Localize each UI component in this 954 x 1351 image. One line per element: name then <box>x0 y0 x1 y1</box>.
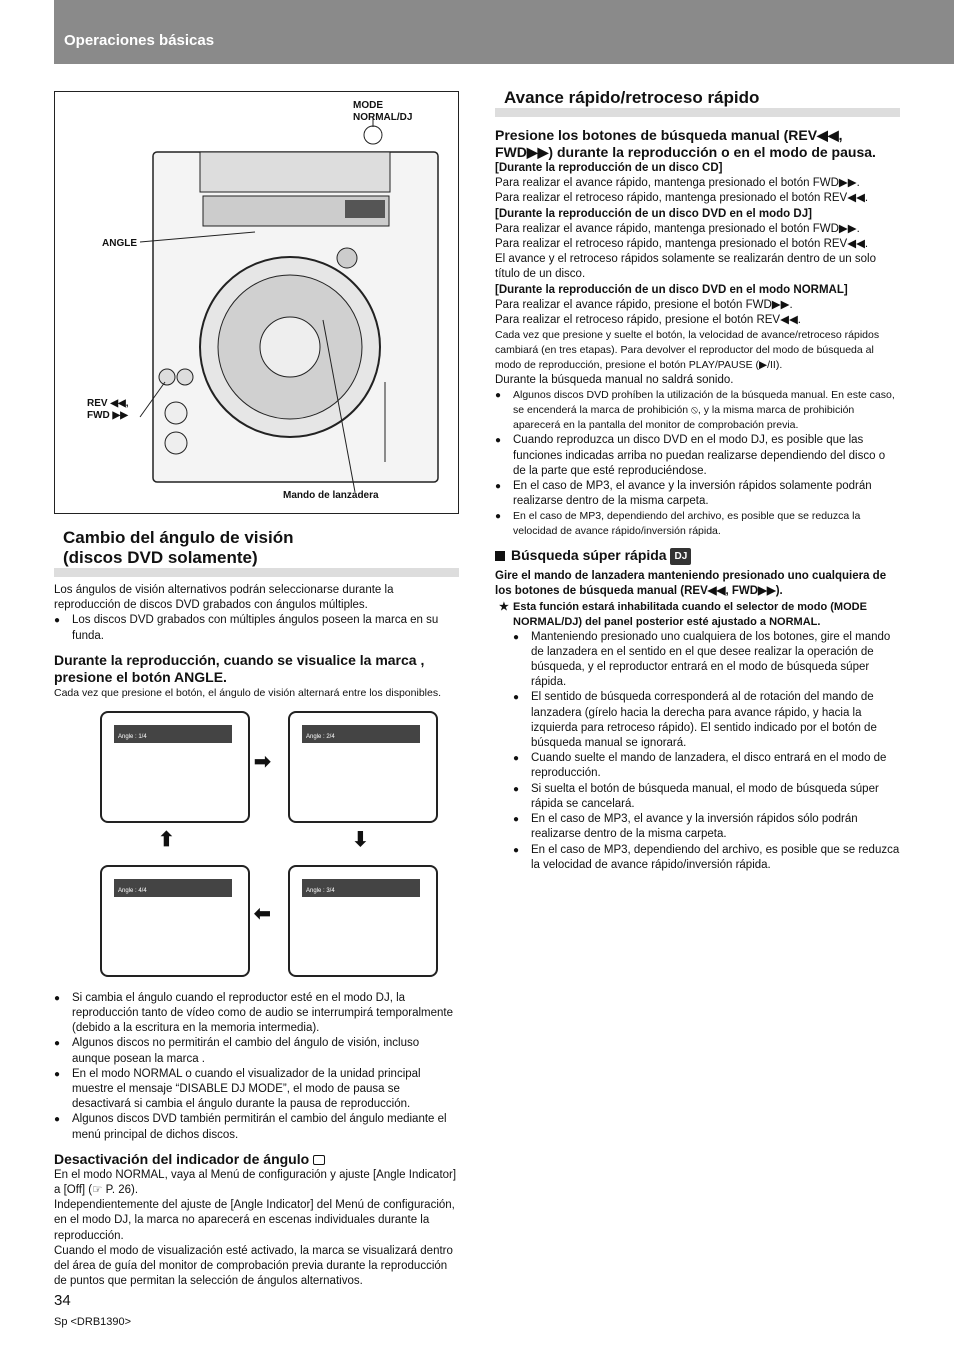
callout-mode: MODE NORMAL/DJ <box>353 100 413 123</box>
angle-intro: Los ángulos de visión alternativos podrán seleccionarse durante la reproducción de discos DVD grabados con ángulos múltiples. <box>54 584 394 612</box>
angle-subhead: Durante la reproducción, cuando se visualice la marca , presione el botón ANGLE. <box>54 651 425 685</box>
angle-screen-3: Angle : 3/4 <box>288 865 438 977</box>
angle-bullet: ● Los discos DVD grabados con múltiples ángulos poseen la marca en su funda. <box>54 613 459 643</box>
super-bullets: ● Manteniendo presionado uno cualquiera de los botones, gire el mando de lanzadera en el sentido en el que desee realizar la operación de búsqueda, y el reproductor entrará en el modo de búsqueda súper rápida. ● El sentido de búsqueda corresponderá al de rotación del mando de lanzadera (gírelo hacia la derecha para avance rápido, y hacia la izquierda para retroceso rápido). El sentido indicado por el botón de búsqueda manual se ignorará. ● Cuando suelte el mando de lanzadera, el disco entrará en el modo de reproducción. ● Si suelta el botón de búsqueda manual, el modo de búsqueda súper rápida se cancelará. ● En el caso de MP3, el avance y la inversión rápidos sólo podrán realizarse dentro de la misma carpeta. ● En el caso de MP3, dependiendo del archivo, es posible que se reduzca la velocidad de avance rápido/inversión rápida. <box>495 630 900 873</box>
star-note: ★ Esta función estará inhabilitada cuando el selector de modo (MODE NORMAL/DJ) del panel posterior esté ajustado a NORMAL. <box>495 600 900 630</box>
ff-bullets: ● Algunos discos DVD prohíben la utilización de la búsqueda manual. En este caso, se encenderá la marca de prohibición ⦸, y la misma marca de prohibición aparecerá en la pantalla del monitor de comprobación previa. ● Cuando reproduzca un disco DVD en el modo DJ, es posible que las funciones indicadas arriba no puedan realizarse dependiendo del disco o de la parte que esté reproduciéndose. ● En el caso de MP3, el avance y la inversión rápidos solamente podrán realizarse dentro de la misma carpeta. ● En el caso de MP3, dependiendo del archivo, es posible que se reduzca la velocidad de avance rápido/inversión rápida. <box>495 388 900 539</box>
angle-note: Cada vez que presione el botón, el ángulo de visión alternará entre los disponibles. <box>54 686 442 699</box>
arrow-right-icon: ➡ <box>254 750 271 773</box>
callout-angle: ANGLE <box>102 238 137 249</box>
super-head: Búsqueda súper rápida DJ <box>495 547 900 565</box>
arrow-left-icon: ⬅ <box>254 902 271 925</box>
right-column: Avance rápido/retroceso rápido Presione los botones de búsqueda manual (REV◀◀, FWD▶▶) durante la reproducción o en el modo de pausa. [Durante la reproducción de un disco CD] Para realizar el avance rápido, mantenga presionado el botón FWD▶▶. Para realizar el retroceso rápido, mantenga presionado el botón REV◀◀. [Durante la reproducción de un disco DVD en el modo DJ] Para realizar el avance rápido, mantenga presionado el botón FWD▶▶. Para realizar el retroceso rápido, mantenga presionado el botón REV◀◀. El avance y el retroceso rápidos solamente se realizarán dentro de un solo título de un disco. [Durante la reproducción de un disco DVD en el modo NORMAL] Para realizar el avance rápido, presione el botón FWD▶▶. Para realizar el retroceso rápido, presione el botón REV◀◀. Cada vez que presione y suelte el botón, la velocidad de avance/retroceso rápidos cambiará (en tres etapas). Para devolver el reproductor del modo de búsqueda al modo de reproducción, presione el botón PLAY/PAUSE (▶/II). Durante la búsqueda manual no saldrá sonido. ● Algunos discos DVD prohíben la utilización de la búsqueda manual. En este caso, se encenderá la marca de prohibición ⦸, y la misma marca de prohibición aparecerá en la pantalla del monitor de comprobación previa. ● Cuando reproduzca un disco DVD en el modo DJ, es posible que las funciones indicadas arriba no puedan realizarse dependiendo del disco o de la parte que esté reproduciéndose. ● En el caso de MP3, el avance y la inversión rápidos solamente podrán realizarse dentro de la misma carpeta. ● En el caso de MP3, dependiendo del archivo, es posible que se reduzca la velocidad de avance rápido/inversión rápida. Búsqueda súper rápida DJ Gire el mando de lanzadera manteniendo presionado uno cualquiera de los botones de búsqueda manual (REV◀◀, FWD▶▶). ★ Esta función estará inhabilitada cuando el selector de modo (MODE NORMAL/DJ) del panel posterior esté ajustado a NORMAL. ● Manteniendo presionado uno cualquiera de los botones, gire el mando de lanzadera en el sentido en el que desee realizar la operación de búsqueda, y el reproductor entrará en el modo de búsqueda súper rápida. ● El sentido de búsqueda corresponderá al de rotación del mando de lanzadera (gírelo hacia la derecha para avance rápido, y hacia la izquierda para retroceso rápido). El sentido indicado por el botón de búsqueda manual se ignorará. ● Cuando suelte el mando de lanzadera, el disco entrará en el modo de reproducción. ● Si suelta el botón de búsqueda manual, el modo de búsqueda súper rápida se cancelará. ● En el caso de MP3, el avance y la inversión rápidos sólo podrán realizarse dentro de la misma carpeta. ● En el caso de MP3, dependiendo del archivo, es posible que se reduzca la velocidad de avance rápido/inversión rápida. <box>495 88 900 873</box>
doc-code: Sp <DRB1390> <box>54 1316 132 1328</box>
dj-badge: DJ <box>670 548 691 565</box>
device-illustration <box>55 92 460 515</box>
device-figure <box>54 91 459 514</box>
angle-screen-2: Angle : 2/4 <box>288 711 438 823</box>
angle-screen-4: Angle : 4/4 <box>100 865 250 977</box>
angle-bullets: ● Si cambia el ángulo cuando el reproductor esté en el modo DJ, la reproducción tanto de vídeo como de audio se interrumpirá temporalmente (debido a la escritura en la memoria intermedia). ● Algunos discos no permitirán el cambio del ángulo de visión, incluso aunque posean la marca . ● En el modo NORMAL o cuando el visualizador de la unidad principal muestre el mensaje “DISABLE DJ MODE”, el modo de pausa se desactivará si cambia el ángulo durante la pausa de reproducción. ● Algunos discos DVD también permitirán el cambio del ángulo mediante el menú principal de dichos discos. <box>54 991 459 1143</box>
page-number: 34 <box>54 1292 71 1309</box>
header-bar <box>54 0 954 64</box>
ff-title: Avance rápido/retroceso rápido <box>495 88 900 117</box>
angle-diagram <box>54 701 459 991</box>
callout-jog: Mando de lanzadera <box>283 490 379 501</box>
deact-head: Desactivación del indicador de ángulo <box>54 1151 459 1168</box>
left-column: Cambio del ángulo de visión (discos DVD solamente) Los ángulos de visión alternativos podrán seleccionarse durante la reproducción de discos DVD grabados con ángulos múltiples. ● Los discos DVD grabados con múltiples ángulos poseen la marca en su funda. Durante la reproducción, cuando se visualice la marca , presione el botón ANGLE. Cada vez que presione el botón, el ángulo de visión alternará entre los disponibles. Angle : 1/4 Angle : 2/4 Angle : 3/4 Angle : 4/4 ➡ ⬇ ⬅ ⬆ ● Si cambia el ángulo cuando el reproductor esté en el modo DJ, la reproducción tanto de vídeo como de audio se interrumpirá temporalmente (debido a la escritura en la memoria intermedia). ● Algunos discos no permitirán el cambio del ángulo de visión, incluso aunque posean la marca . ● En el modo NORMAL o cuando el visualizador de la unidad principal muestre el mensaje “DISABLE DJ MODE”, el modo de pausa se desactivará si cambia el ángulo durante la pausa de reproducción. ● Algunos discos DVD también permitirán el cambio del ángulo mediante el menú principal de dichos discos. Desactivación del indicador de ángulo En el modo NORMAL, vaya al Menú de configuración y ajuste [Angle Indicator] a [Off] (☞ P. 26). Independientemente del ajuste de [Angle Indicator] del Menú de configuración, en el modo DJ, la marca no aparecerá en escenas individuales durante la reproducción. Cuando el modo de visualización esté activado, la marca se visualizará dentro del área de guía del monitor de comprobación previa durante la reproducción de puntos que permitan la selección de ángulos alternativos. <box>54 528 459 1289</box>
arrow-up-icon: ⬆ <box>158 828 175 851</box>
angle-title: Cambio del ángulo de visión (discos DVD solamente) <box>54 528 459 577</box>
camera-icon <box>313 1155 325 1165</box>
angle-screen-1: Angle : 1/4 <box>100 711 250 823</box>
square-icon <box>495 551 505 561</box>
section-title: Operaciones básicas <box>64 32 215 49</box>
arrow-down-icon: ⬇ <box>352 828 369 851</box>
callout-revfwd: REV ◀◀, FWD ▶▶ <box>87 398 129 421</box>
